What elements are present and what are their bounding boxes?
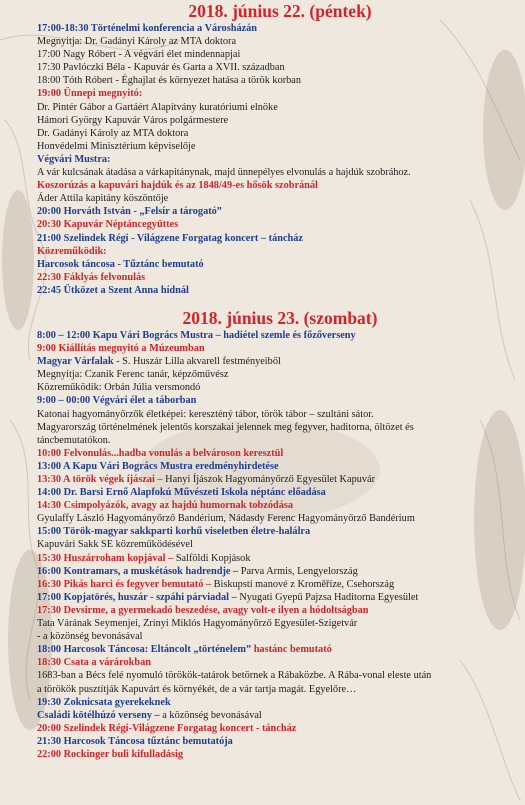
day1-program [37,22,523,297]
program-line-detail: S. Huszár Lilla akvarell festményeiből [119,356,281,368]
program-line-text: táncbemutatókon. [37,434,111,446]
program-line [37,35,523,48]
program-line-text: Hámori György Kapuvár Város polgármestere [37,114,229,126]
program-line-text: 18:30 Csata a várárokban [37,657,151,669]
program-line-text: 13:00 A Kapu Vári Bogrács Mustra eredményhirdetése [37,460,279,472]
program-line-text: - a közönség bevonásával [37,631,143,643]
program-line-text: 22:45 Ütközet a Szent Anna hídnál [37,284,189,296]
program-page [37,0,523,761]
program-line [37,127,523,140]
program-line [37,643,523,656]
program-line-text: Dr. Gadányi Károly az MTA doktora [37,127,189,139]
day2-program [37,329,523,761]
program-line [37,22,523,35]
program-line-text: 14:30 Csimpolyázók, avagy az hajdú humornak tobzódása [37,500,294,512]
program-line-text: Koszorúzás a kapuvári hajdúk és az 1848/49-es hősök szobránál [37,180,318,192]
program-line [37,271,523,284]
program-line-text: Végvári Mustra: [37,153,111,165]
program-line [37,630,523,643]
program-line [37,486,523,499]
program-line [37,153,523,166]
program-line [37,381,523,394]
program-line-detail: Nyugati Gyepű Pajzsa Haditorna Egyesület [236,591,419,603]
program-line-text: 21:00 Szelindek Régi - Világzene Forgatag koncert – táncház [37,232,303,244]
program-line [37,218,523,231]
program-line [37,578,523,591]
program-line [37,355,523,368]
program-line-text: 15:00 Török-magyar sakkparti korhű viseletben életre-halálra [37,526,311,538]
program-line [37,101,523,114]
program-line [37,284,523,297]
program-line-text: 22:30 Fáklyás felvonulás [37,271,146,283]
program-line-text: 22:00 Rockinger buli kifulladásig [37,748,183,760]
program-line-title: 20:00 Horváth István - „Felsír a tárogató” [37,206,222,218]
program-line-text: Közreműködik: Orbán Júlia versmondó [37,382,201,394]
program-line-text: 20:30 Kapuvár Néptáncegyüttes [37,219,179,231]
program-line [37,473,523,486]
program-line [37,342,523,355]
program-line-detail: hastánc bemutató [251,644,332,656]
program-line-text: 17:00-18:30 Történelmi konferencia a Városházán [37,23,258,34]
program-line-title: 16:00 Kontramars, a muskétások hadrendje – [37,565,239,577]
program-line-text: 9:00 – 00:00 Végvári élet a táborban [37,395,197,407]
program-line-title: 15:30 Huszárroham kopjával – [37,552,174,564]
program-line [37,140,523,153]
program-line [37,722,523,735]
program-line-title: Családi kötélhúzó verseny – [37,709,160,721]
program-line-text: Áder Attila kapitány köszöntője [37,193,169,205]
program-line [37,434,523,447]
program-line [37,447,523,460]
program-line [37,114,523,127]
program-line [37,512,523,525]
program-line [37,525,523,538]
program-line-text: 17:30 Devsirme, a gyermekadó beszedése, avagy volt-e ilyen a hódoltságban [37,604,369,616]
program-line [37,735,523,748]
program-line-title: 16:30 Pikás harci és fegyver bemutató – [37,578,212,590]
program-line-text: Tata Várának Seymenjei, Zrínyi Miklós Hagyományőrző Egyesület-Szigetvár [37,618,358,630]
program-line [37,87,523,100]
program-line-text: Megnyitja: Dr. Gadányi Károly az MTA doktora [37,36,237,48]
program-line [37,205,523,218]
program-line [37,232,523,245]
program-line-text: 9:00 Kiállítás megnyitó a Múzeumban [37,343,205,355]
program-line [37,421,523,434]
program-line [37,748,523,761]
program-line [37,617,523,630]
program-line-text: 10:00 Felvonulás...hadba vonulás a belvároson keresztül [37,447,284,459]
program-line [37,656,523,669]
program-line [37,74,523,87]
program-line-title: Magyar Várfalak - [37,356,120,368]
program-line [37,565,523,578]
program-line [37,460,523,473]
program-line-detail: Parva Armis, Lengyelország [238,565,358,577]
program-line-text: 17:30 Pavlóczki Béla - Kapuvár és Garta a XVII. században [37,62,285,74]
program-line [37,552,523,565]
program-line [37,179,523,192]
program-line-text: Katonai hagyományőrzők életképei: kereszténý tábor, török tábor – szultáni sátor. [37,408,374,420]
program-line-text: Közreműködik: [37,245,107,257]
program-line-text: Honvédelmi Minisztérium képviselője [37,140,196,152]
program-line [37,408,523,421]
program-line-title: 17:00 Kopjatörés, huszár - szpáhi párviadal – [37,591,237,603]
program-line-text: 19:00 Ünnepi megnyitó: [37,88,143,100]
program-line [37,591,523,604]
program-line-text: 1683-ban a Bécs felé nyomuló törökök-tatárok betörnek a Rábaközbe. A Rába-vonal eleste után [37,670,432,682]
program-line-text: 8:00 – 12:00 Kapu Vári Bogrács Mustra – hadiétel szemle és főzőverseny [37,329,356,341]
program-line-text: Kapuvári Sakk SE közreműködésével [37,539,193,551]
program-line-text: Magyarország történelmének jelentős korszakai jelennek meg fegyver, haditorna, öltözet és [37,421,414,433]
program-line-detail: a közönség bevonásával [159,709,262,721]
program-line [37,48,523,61]
program-line-text: Megnyitja: Czanik Ferenc tanár, képzőművész [37,369,229,381]
program-line-detail: Salföldi Kopjások [173,552,251,564]
program-line-text: 14:00 Dr. Barsi Ernő Alapfokú Művészeti Iskola néptánc előadása [37,487,326,499]
program-line [37,669,523,682]
program-line-text: 18:00 Tóth Róbert - Éghajlat és környezet hatása a török korban [37,75,302,87]
program-line-text: 20:00 Szelindek Régi-Világzene Forgatag koncert - táncház [37,722,297,734]
program-line [37,61,523,74]
program-line [37,709,523,722]
program-line [37,192,523,205]
program-line-detail: Hanyi Íjászok Hagyományőrző Egyesület Kapuvár [162,474,376,485]
day2-title: 2018. június 23. (szombat) [182,307,378,328]
program-line [37,394,523,407]
program-line-text: 19:30 Zoknicsata gyerekeknek [37,696,171,708]
program-line-text: a törökök pusztítják Kapuvárt és környékét, de a vár tartja magát. Egyelőre… [37,683,357,695]
program-line-text: 17:00 Nagy Róbert - A végvári élet mindennapjai [37,49,241,61]
program-line-text: Harcosok táncosa - Tűztánc bemutató [37,258,204,270]
program-line-detail: Biskupstí manové z Kroměříze, Csehország [211,578,395,590]
program-line [37,329,523,342]
program-line [37,538,523,551]
program-line-title: 13:30 A török végek íjászai – [37,474,163,485]
program-line-text: A vár kulcsának átadása a várkapitánynak, majd ünnepélyes elvonulás a hajdúk szobrához. [37,167,411,179]
program-line-text: Gyulaffy László Hagyományőrző Bandérium, Nádasdy Ferenc Hagyományőrző Bandérium [37,513,415,525]
program-line-text: Dr. Pintér Gábor a Gartáért Alapítvány kuratóriumi elnöke [37,101,278,113]
program-line [37,258,523,271]
program-line-text: 21:30 Harcosok Táncosa tűztánc bemutatója [37,735,233,747]
program-line [37,368,523,381]
program-line [37,683,523,696]
day1-title: 2018. június 22. (péntek) [188,1,372,21]
program-line [37,604,523,617]
program-line [37,696,523,709]
program-line-title: 18:00 Harcosok Táncosa: Eltáncolt „történelem” [37,644,252,656]
program-line [37,245,523,258]
program-line [37,499,523,512]
program-line [37,166,523,179]
